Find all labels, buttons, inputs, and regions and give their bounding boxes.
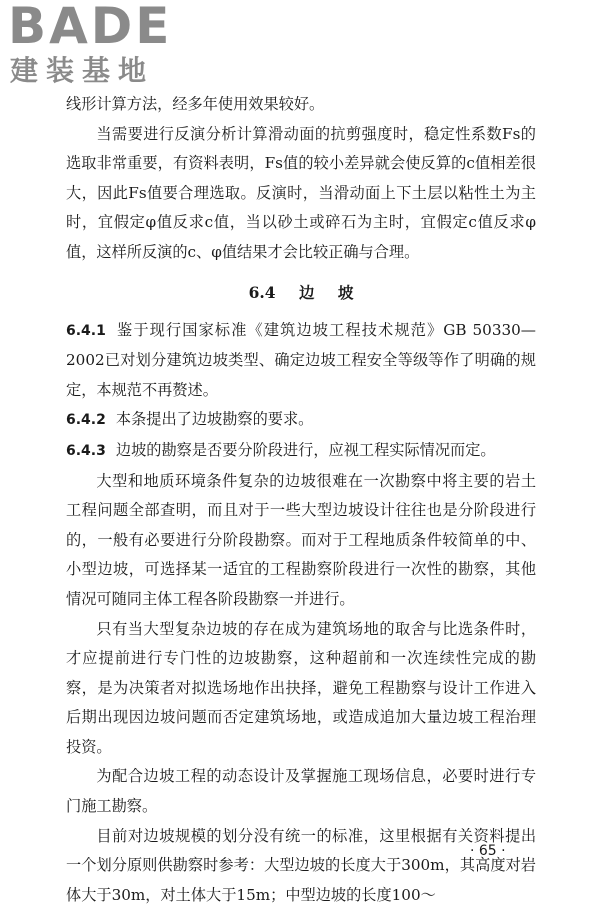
logo-subtitle: 建装基地 xyxy=(10,54,155,87)
clause-number: 6.4.1 xyxy=(66,322,106,339)
paragraph: 只有当大型复杂边坡的存在成为建筑场地的取舍与比选条件时，才应提前进行专门性的边坡勘察，这种超前和一次连续性完成的勘察，是为决策者对拟选场地作出抉择，避免工程勘察与设计工作进入后期出现因边坡问题而否定建筑场地，或造成追加大量边坡工程治理投资。 xyxy=(66,619,536,756)
clause-text: 鉴于现行国家标准《建筑边坡工程技术规范》GB 50330—2002已对划分建筑边坡类型、确定边坡工程安全等级等作了明确的规定，本规范不再赘述。 xyxy=(66,320,536,399)
paragraph: 当需要进行反演分析计算滑动面的抗剪强度时，稳定性系数Fs的选取非常重要，有资料表明，Fs值的较小差异就会使反算的c值相差很大，因此Fs值要合理选取。反演时，当滑动面上下土层以粘性土为主时，宜假定φ值反求c值，当以砂土或碎石为主时，宜假定c值反求φ值，这样所反演的c、φ值结果才会比较正确与合理。 xyxy=(66,124,536,261)
clause-6-4-1 xyxy=(66,316,536,406)
paragraph: 目前对边坡规模的划分没有统一的标准，这里根据有关资料提出一个划分原则供勘察时参考：大型边坡的长度大于300m，其高度对岩体大于30m，对土体大于15m；中型边坡的长度100～ xyxy=(66,826,536,904)
clause-text: 本条提出了边坡勘察的要求。 xyxy=(115,410,314,429)
section-heading: 6.4 边 坡 xyxy=(248,282,354,302)
paragraph: 为配合边坡工程的动态设计及掌握施工现场信息，必要时进行专门施工勘察。 xyxy=(66,767,536,816)
page-content xyxy=(66,90,536,910)
clause-6-4-3 xyxy=(66,436,536,467)
clause-number: 6.4.2 xyxy=(66,412,106,429)
page-number: · 65 · xyxy=(470,843,506,859)
paragraph: 线形计算方法，经多年使用效果较好。 xyxy=(66,95,325,113)
clause-number: 6.4.3 xyxy=(66,442,106,459)
logo-brand: BADE xyxy=(8,0,173,55)
paragraph: 大型和地质环境条件复杂的边坡很难在一次勘察中将主要的岩土工程问题全部查明，而且对于一些大型边坡设计往往也是分阶段进行的，一般有必要进行分阶段勘察。而对于工程地质条件较简单的中、小型边坡，可选择某一适宜的工程勘察阶段进行一次性的勘察，其他情况可随同主体工程各阶段勘察一并进行。 xyxy=(66,471,536,608)
logo xyxy=(8,0,183,90)
clause-6-4-2 xyxy=(66,405,536,436)
clause-text: 边坡的勘察是否要分阶段进行，应视工程实际情况而定。 xyxy=(115,440,496,459)
